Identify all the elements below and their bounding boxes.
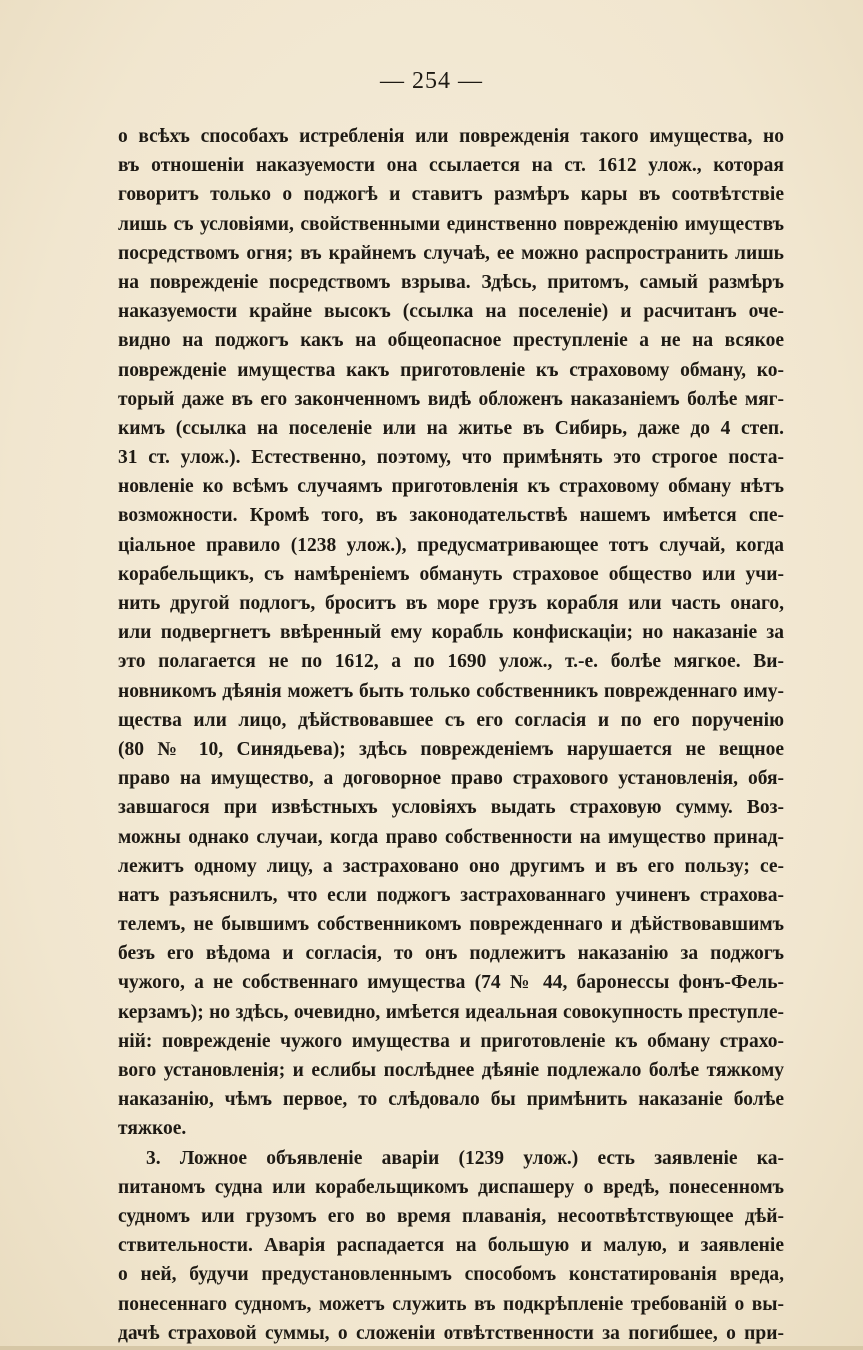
text-line: лежитъ одному лицу, а застраховано оно другимъ и въ его пользу; се-	[118, 855, 784, 877]
text-line: 31 ст. улож.). Естественно, поэтому, что примѣнять это строгое поста-	[118, 447, 784, 469]
text-line: можны однако случаи, когда право собственности на имущество принад-	[118, 826, 784, 848]
text-line: телемъ, не бывшимъ собственникомъ поврежденнаго и дѣйствовавшимъ	[118, 914, 784, 936]
text-line: видно на поджогъ какъ на общеопасное преступленіе а не на всякое	[118, 330, 784, 352]
text-line: говоритъ только о поджогѣ и ставитъ размѣръ кары въ соотвѣтствіе	[118, 184, 784, 206]
text-line: керзамъ); но здѣсь, очевидно, имѣется идеальная совокупность преступле-	[118, 1001, 784, 1023]
text-line: понесеннаго судномъ, можетъ служить въ подкрѣпленіе требованій о вы-	[118, 1293, 784, 1315]
text-line: торый даже въ его законченномъ видѣ обложенъ наказаніемъ болѣе мяг-	[118, 388, 784, 410]
text-line: на поврежденіе посредствомъ взрыва. Здѣсь, притомъ, самый размѣръ	[118, 271, 784, 293]
text-line: посредствомъ огня; въ крайнемъ случаѣ, ее можно распространить лишь	[118, 242, 784, 264]
text-line: новникомъ дѣянія можетъ быть только собственникъ поврежденнаго иму-	[118, 680, 784, 702]
text-line: это полагается не по 1612, а по 1690 улож., т.-е. болѣе мягкое. Ви-	[118, 651, 784, 673]
text-line: ствительности. Аварія распадается на большую и малую, и заявленіе	[118, 1235, 784, 1257]
text-line: право на имущество, а договорное право страхового установленія, обя-	[118, 768, 784, 790]
text-line: дачѣ страховой суммы, о сложеніи отвѣтственности за погибшее, о при-	[118, 1322, 784, 1344]
text-line: питаномъ судна или корабельщикомъ диспашеру о вредѣ, понесенномъ	[118, 1176, 784, 1198]
text-line: завшагося при извѣстныхъ условіяхъ выдать страховую сумму. Воз-	[118, 797, 784, 819]
text-line: ціальное правило (1238 улож.), предусматривающее тотъ случай, когда	[118, 534, 784, 556]
text-line: наказанію, чѣмъ первое, то слѣдовало бы примѣнить наказаніе болѣе	[118, 1089, 784, 1111]
text-line: натъ разъяснилъ, что если поджогъ застрахованнаго учиненъ страхова-	[118, 884, 784, 906]
text-line: поврежденіе имущества какъ приготовленіе къ страховому обману, ко-	[118, 359, 784, 381]
text-line: щества или лицо, дѣйствовавшее съ его согласія и по его порученію	[118, 709, 784, 731]
page-number: — 254 —	[380, 68, 483, 94]
paragraph-end-line: тяжкое.	[118, 1118, 187, 1140]
text-line: въ отношеніи наказуемости она ссылается на ст. 1612 улож., которая	[118, 155, 784, 177]
text-body	[118, 122, 784, 1348]
text-line: о всѣхъ способахъ истребленія или поврежденія такого имущества, но	[118, 126, 784, 147]
text-line: чужого, а не собственнаго имущества (74 № 44, баронессы фонъ-Фель-	[118, 972, 784, 994]
text-line: ній: поврежденіе чужого имущества и приготовленіе къ обману страхо-	[118, 1030, 784, 1052]
text-line: лишь съ условіями, свойственными единственно поврежденію имуществъ	[118, 213, 784, 235]
section-3-heading-line: 3. Ложное объявленіе аваріи (1239 улож.) есть заявленіе ка-	[146, 1147, 784, 1169]
text-line: корабельщикъ, съ намѣреніемъ обмануть страховое общество или учи-	[118, 563, 784, 585]
text-line: возможности. Кромѣ того, въ законодательствѣ нашемъ имѣется спе-	[118, 505, 784, 527]
text-line: судномъ или грузомъ его во время плаванія, несоотвѣтствующее дѣй-	[118, 1205, 784, 1227]
page-bottom-edge	[0, 1346, 863, 1350]
text-line: безъ его вѣдома и согласія, то онъ подлежитъ наказанію за поджогъ	[118, 943, 784, 965]
text-line: кимъ (ссылка на поселеніе или на житье въ Сибирь, даже до 4 степ.	[118, 417, 784, 439]
text-line: новленіе ко всѣмъ случаямъ приготовленія къ страховому обману нѣтъ	[118, 476, 784, 498]
text-line: вого установленія; и еслибы послѣднее дѣяніе подлежало болѣе тяжкому	[118, 1060, 784, 1081]
text-line: нить другой подлогъ, броситъ въ море грузъ корабля или часть онаго,	[118, 593, 784, 614]
text-line: наказуемости крайне высокъ (ссылка на поселеніе) и расчитанъ оче-	[118, 301, 784, 323]
text-line: (80 № 10, Синядьева); здѣсь поврежденіемъ нарушается не вещное	[118, 738, 784, 760]
text-line: или подвергнетъ ввѣренный ему корабль конфискаціи; но наказаніе за	[118, 622, 784, 644]
text-line: о ней, будучи предустановленнымъ способомъ констатированія вреда,	[118, 1264, 784, 1286]
